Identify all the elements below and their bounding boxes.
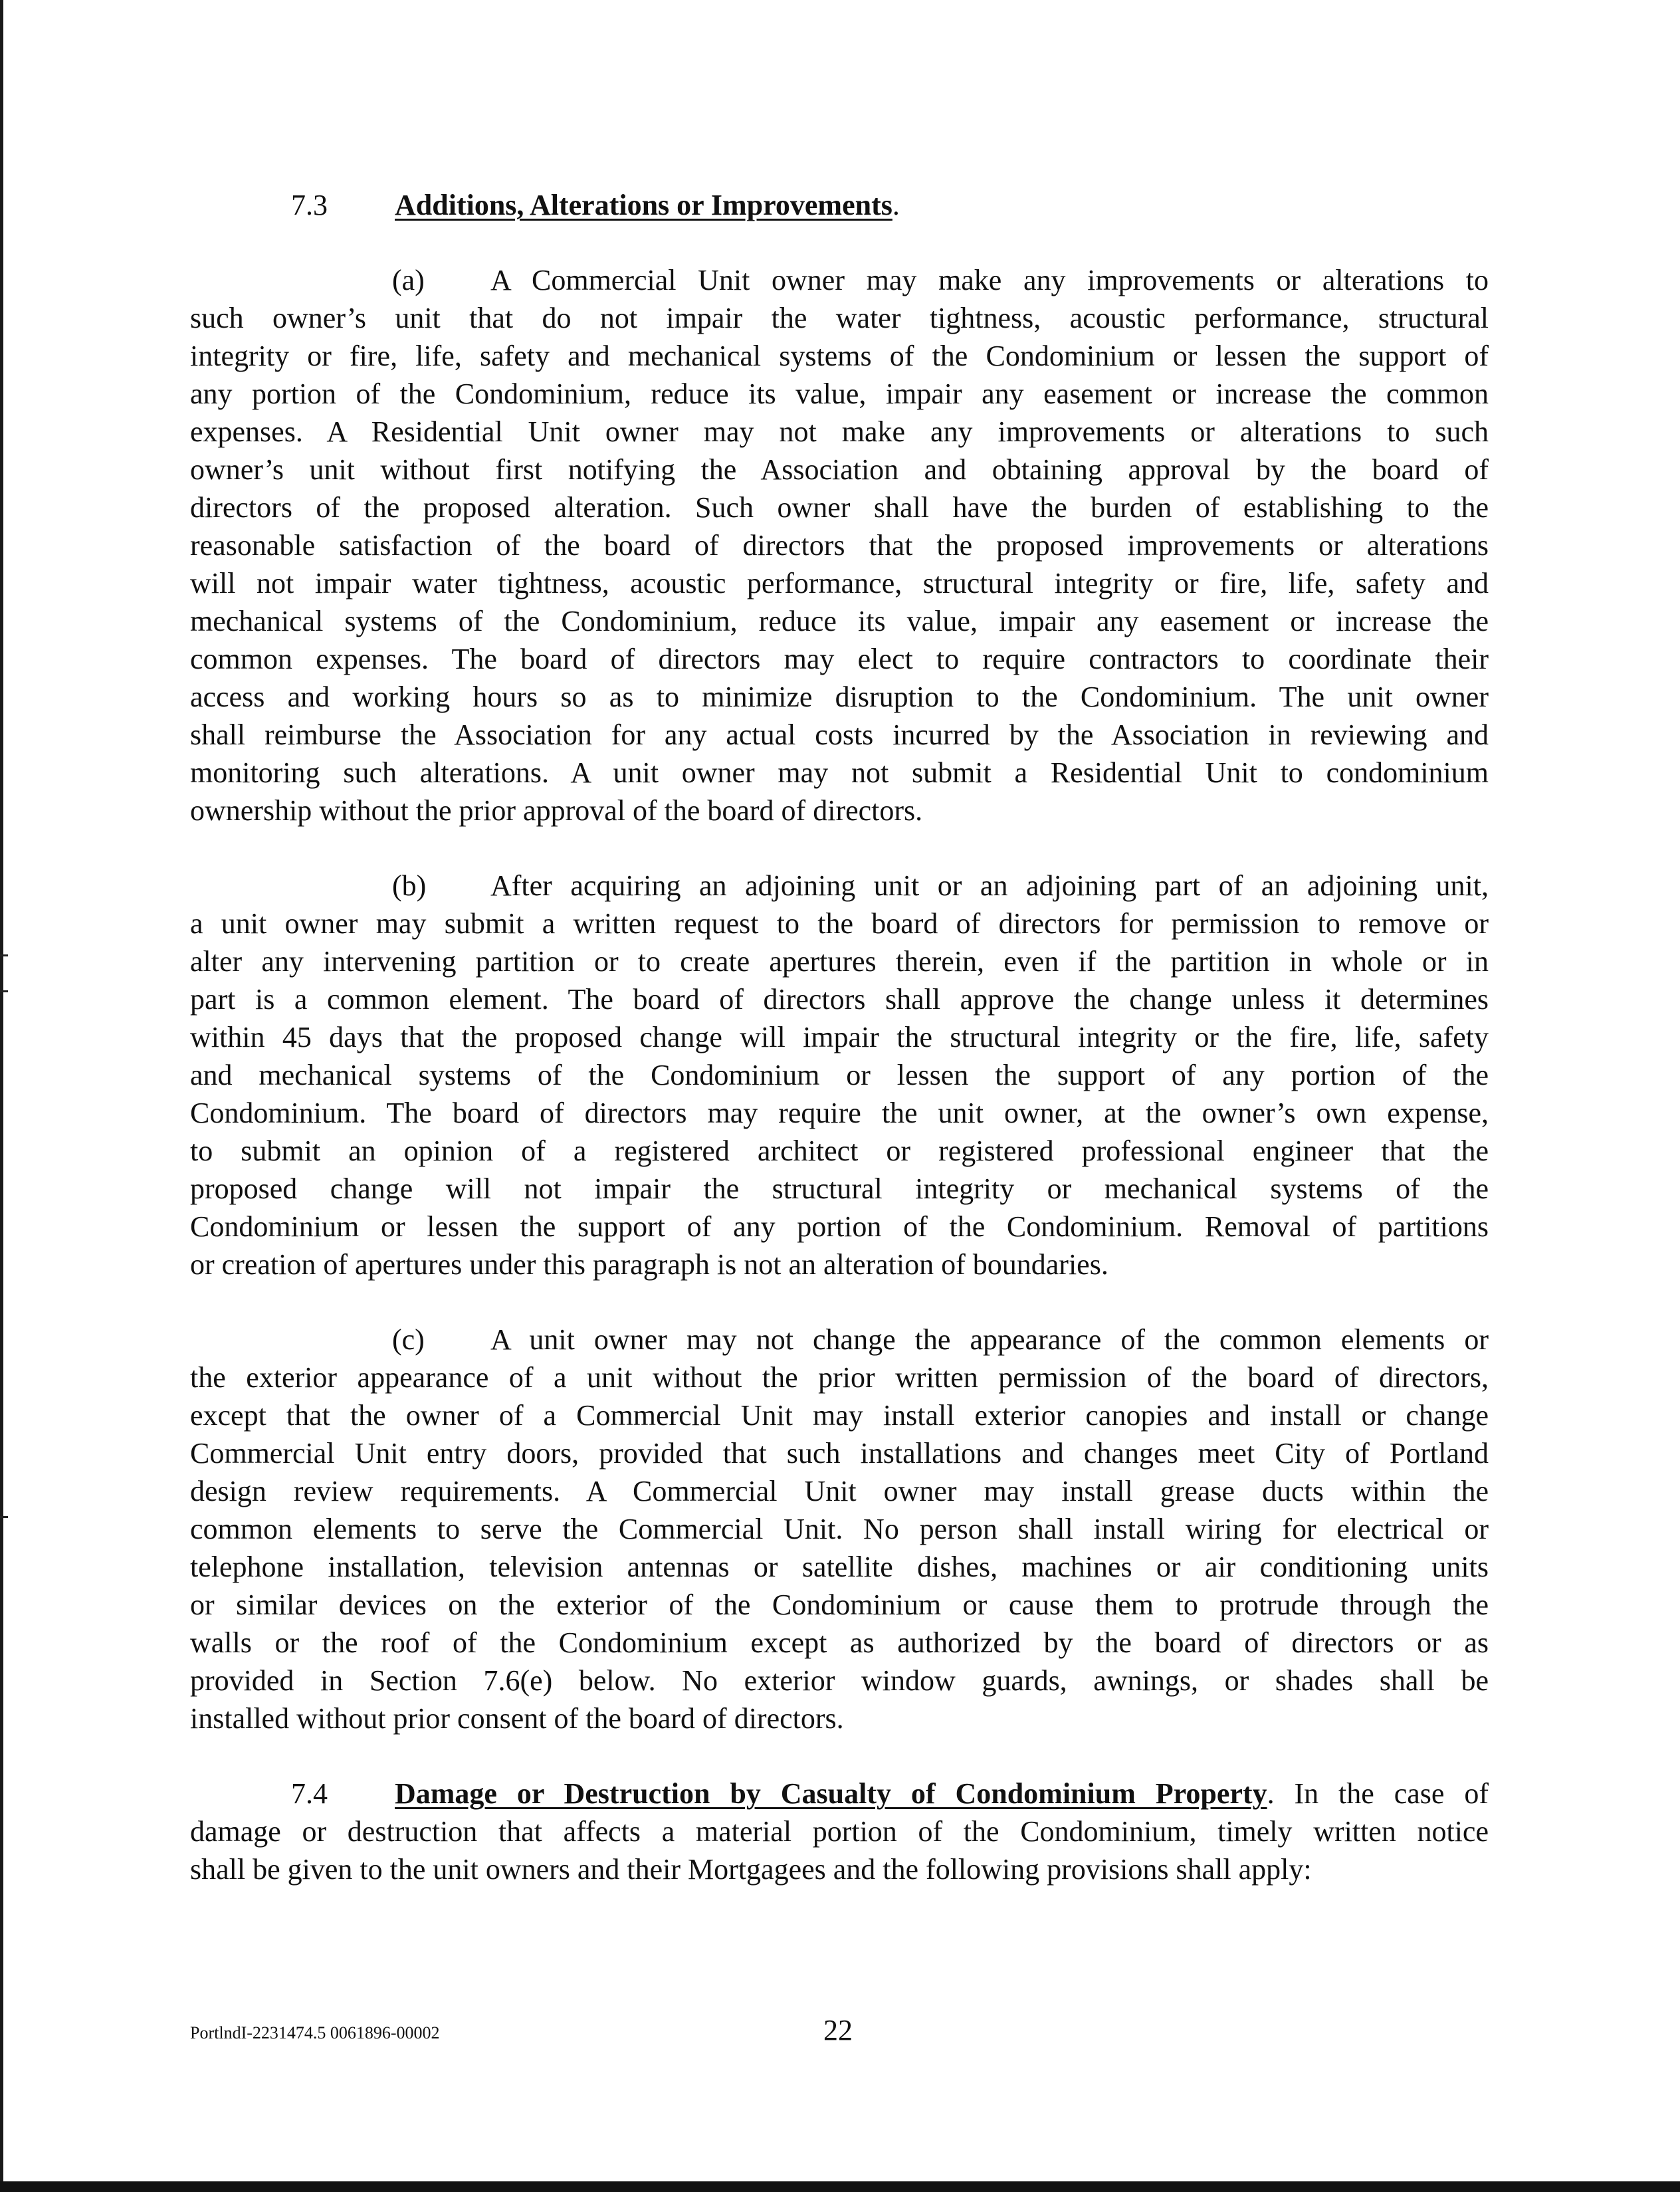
- document-body: [190, 186, 1489, 1888]
- paragraph-line: and mechanical systems of the Condominium or lessen the support of any portion of the: [190, 1059, 1489, 1091]
- paragraph-line: shall reimburse the Association for any actual costs incurred by the Association in reviewing and: [190, 718, 1489, 751]
- section-number: 7.3: [291, 189, 328, 221]
- paragraph-7-3-c: [190, 1321, 1489, 1737]
- paragraph-line: mechanical systems of the Condominium, reduce its value, impair any easement or increase the: [190, 605, 1489, 637]
- paragraph-line: expenses. A Residential Unit owner may not make any improvements or alterations to such: [190, 415, 1489, 448]
- paragraph-line: provided in Section 7.6(e) below. No exterior window guards, awnings, or shades shall be: [190, 1664, 1489, 1697]
- paragraph-line: a unit owner may submit a written request to the board of directors for permission to remove or: [190, 907, 1489, 940]
- paragraph-line: shall be given to the unit owners and their Mortgagees and the following provisions shall apply:: [190, 1853, 1312, 1886]
- paragraph-line: walls or the roof of the Condominium except as authorized by the board of directors or as: [190, 1626, 1489, 1659]
- paragraph-line: telephone installation, television antennas or satellite dishes, machines or air conditioning units: [190, 1551, 1489, 1583]
- section-7-3-heading: 7.3 Additions, Alterations or Improvements.: [190, 186, 1489, 224]
- paragraph-line: (a) A Commercial Unit owner may make any improvements or alterations to: [190, 261, 1489, 299]
- section-7-4: [190, 1775, 1489, 1888]
- paragraph-line: Condominium or lessen the support of any portion of the Condominium. Removal of partitions: [190, 1210, 1489, 1243]
- paragraph-line: (c) A unit owner may not change the appearance of the common elements or: [190, 1321, 1489, 1359]
- paragraph-line: common expenses. The board of directors may elect to require contractors to coordinate their: [190, 643, 1489, 675]
- paragraph-line: reasonable satisfaction of the board of directors that the proposed improvements or alterations: [190, 529, 1489, 562]
- scan-margin-mark: [0, 954, 8, 956]
- paragraph-label: (a): [392, 264, 425, 296]
- paragraph-line: or creation of apertures under this paragraph is not an alteration of boundaries.: [190, 1248, 1108, 1281]
- paragraph-line: to submit an opinion of a registered architect or registered professional engineer that the: [190, 1135, 1489, 1167]
- paragraph-line: ownership without the prior approval of the board of directors.: [190, 794, 923, 827]
- paragraph-line: or similar devices on the exterior of the Condominium or cause them to protrude through the: [190, 1589, 1489, 1621]
- section-title: Additions, Alterations or Improvements: [395, 189, 892, 221]
- paragraph-label: (b): [392, 869, 427, 902]
- document-id: PortlndI-2231474.5 0061896-00002: [190, 2023, 440, 2042]
- paragraph-line: integrity or fire, life, safety and mechanical systems of the Condominium or lessen the support of: [190, 340, 1489, 372]
- scan-left-edge: [0, 0, 3, 2181]
- paragraph-line: damage or destruction that affects a material portion of the Condominium, timely written notice: [190, 1815, 1489, 1848]
- scan-bottom-edge: [0, 2181, 1680, 2192]
- paragraph-line: the exterior appearance of a unit without the prior written permission of the board of directors,: [190, 1361, 1489, 1394]
- paragraph-line: monitoring such alterations. A unit owner may not submit a Residential Unit to condominium: [190, 756, 1489, 789]
- section-7-4-heading: 7.4 Damage or Destruction by Casualty of Condominium Property. In the case of: [190, 1775, 1489, 1812]
- paragraph-line: Condominium. The board of directors may require the unit owner, at the owner’s own expense,: [190, 1097, 1489, 1129]
- paragraph-line: directors of the proposed alteration. Such owner shall have the burden of establishing to the: [190, 491, 1489, 524]
- paragraph-line: such owner’s unit that do not impair the water tightness, acoustic performance, structural: [190, 302, 1489, 334]
- paragraph-line: installed without prior consent of the board of directors.: [190, 1702, 844, 1735]
- paragraph-line: except that the owner of a Commercial Unit may install exterior canopies and install or change: [190, 1399, 1489, 1432]
- section-title: Damage or Destruction by Casualty of Condominium Property: [395, 1777, 1267, 1810]
- scan-margin-mark: [0, 990, 8, 992]
- paragraph-line: any portion of the Condominium, reduce its value, impair any easement or increase the common: [190, 378, 1489, 410]
- paragraph-line: common elements to serve the Commercial Unit. No person shall install wiring for electrical or: [190, 1513, 1489, 1545]
- paragraph-line: will not impair water tightness, acoustic performance, structural integrity or fire, life, safety and: [190, 567, 1489, 600]
- paragraph-line: design review requirements. A Commercial Unit owner may install grease ducts within the: [190, 1475, 1489, 1507]
- paragraph-line: (b) After acquiring an adjoining unit or an adjoining part of an adjoining unit,: [190, 867, 1489, 905]
- paragraph-line: owner’s unit without first notifying the Association and obtaining approval by the board of: [190, 453, 1489, 486]
- page-number: 22: [823, 2014, 853, 2046]
- paragraph-line: Commercial Unit entry doors, provided that such installations and changes meet City of Portland: [190, 1437, 1489, 1470]
- paragraph-line: proposed change will not impair the structural integrity or mechanical systems of the: [190, 1172, 1489, 1205]
- section-number: 7.4: [291, 1777, 328, 1810]
- paragraph-7-3-b: [190, 867, 1489, 1283]
- scan-margin-mark: [0, 1516, 8, 1518]
- paragraph-line: part is a common element. The board of directors shall approve the change unless it determines: [190, 983, 1489, 1016]
- paragraph-line: access and working hours so as to minimize disruption to the Condominium. The unit owner: [190, 681, 1489, 713]
- paragraph-line: within 45 days that the proposed change will impair the structural integrity or the fire, life, safety: [190, 1021, 1489, 1053]
- paragraph-line: alter any intervening partition or to create apertures therein, even if the partition in whole or in: [190, 945, 1489, 978]
- paragraph-label: (c): [392, 1323, 425, 1356]
- paragraph-7-3-a: [190, 261, 1489, 829]
